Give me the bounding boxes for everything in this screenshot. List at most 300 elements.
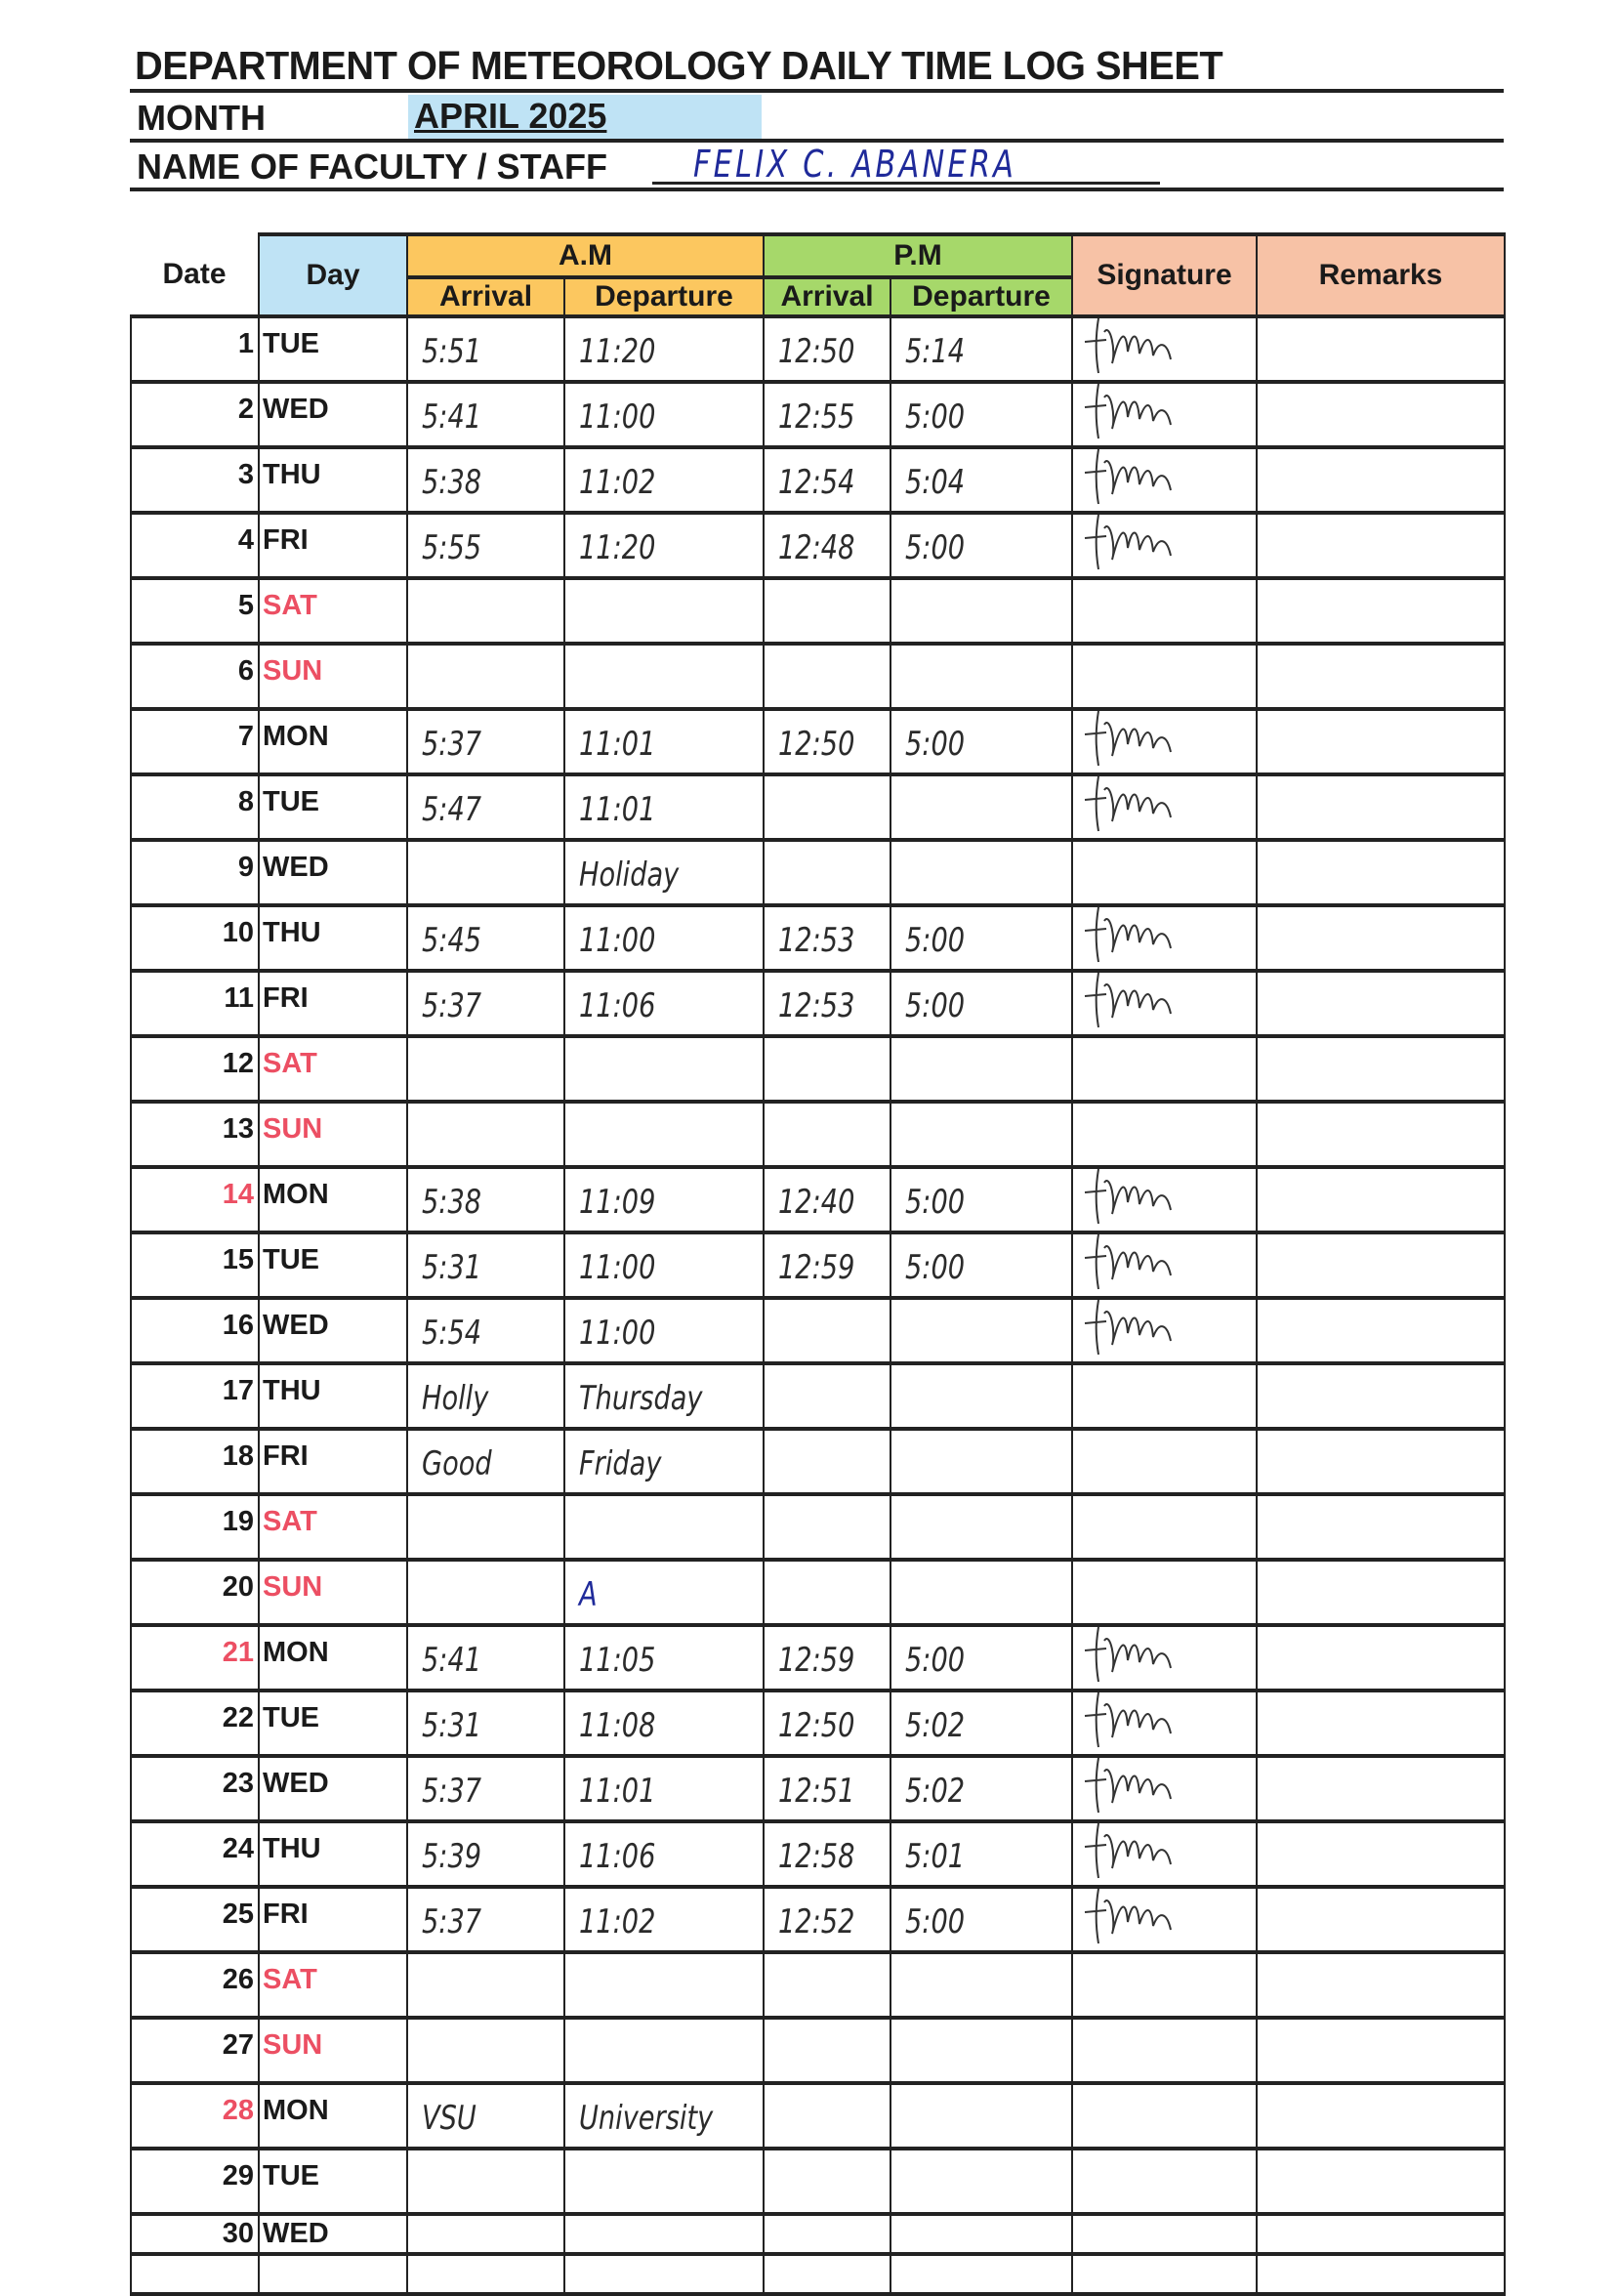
signature-cell xyxy=(1072,447,1257,513)
am-departure-cell xyxy=(564,2083,764,2149)
remarks-cell xyxy=(1257,1821,1505,1887)
am-departure-cell xyxy=(564,1691,764,1756)
day-cell: WED xyxy=(259,1298,407,1363)
handwritten-entry: 5:04 xyxy=(905,463,966,502)
date-cell: 5 xyxy=(131,578,259,644)
am-arrival-cell xyxy=(407,1560,564,1625)
table-row xyxy=(131,513,1505,578)
pm-arrival-cell xyxy=(764,1560,890,1625)
pm-arrival-cell xyxy=(764,382,890,447)
pm-departure-cell xyxy=(890,1887,1072,1952)
signature-mark xyxy=(1077,1687,1194,1757)
handwritten-entry: University xyxy=(579,2099,714,2138)
date-cell: 23 xyxy=(131,1756,259,1821)
pm-arrival-cell xyxy=(764,316,890,382)
remarks-cell xyxy=(1257,971,1505,1036)
am-departure-cell xyxy=(564,709,764,774)
day-cell: THU xyxy=(259,447,407,513)
am-arrival-cell xyxy=(407,2018,564,2083)
header-am: A.M xyxy=(407,234,764,277)
pm-arrival-cell xyxy=(764,578,890,644)
pm-departure-cell xyxy=(890,1691,1072,1756)
remarks-cell xyxy=(1257,1363,1505,1429)
am-departure-cell xyxy=(564,1560,764,1625)
pm-departure-cell xyxy=(890,1560,1072,1625)
pm-departure-cell xyxy=(890,644,1072,709)
pm-arrival-cell xyxy=(764,840,890,905)
am-departure-cell xyxy=(564,447,764,513)
remarks-cell xyxy=(1257,447,1505,513)
am-departure-cell xyxy=(564,578,764,644)
header-remarks: Remarks xyxy=(1257,234,1505,316)
am-arrival-cell xyxy=(407,1887,564,1952)
table-row xyxy=(131,1298,1505,1363)
handwritten-entry: 12:40 xyxy=(778,1183,855,1222)
am-departure-cell xyxy=(564,2254,764,2294)
pm-arrival-cell xyxy=(764,971,890,1036)
signature-cell xyxy=(1072,382,1257,447)
name-label: NAME OF FACULTY / STAFF xyxy=(137,146,607,187)
table-row xyxy=(131,2214,1505,2254)
pm-departure-cell xyxy=(890,905,1072,971)
signature-cell xyxy=(1072,2254,1257,2294)
handwritten-entry: 5:38 xyxy=(422,1183,482,1222)
date-cell: 11 xyxy=(131,971,259,1036)
header-pm: P.M xyxy=(764,234,1072,277)
remarks-cell xyxy=(1257,1756,1505,1821)
handwritten-entry: 12:52 xyxy=(778,1902,855,1941)
pm-departure-cell xyxy=(890,1821,1072,1887)
pm-departure-cell xyxy=(890,1036,1072,1102)
date-cell: 24 xyxy=(131,1821,259,1887)
table-row xyxy=(131,1429,1505,1494)
table-row xyxy=(131,1560,1505,1625)
remarks-cell xyxy=(1257,840,1505,905)
header-am-departure: Departure xyxy=(564,277,764,316)
handwritten-entry: 5:00 xyxy=(905,528,966,567)
pm-arrival-cell xyxy=(764,1298,890,1363)
signature-mark xyxy=(1077,901,1194,972)
page-title: DEPARTMENT OF METEOROLOGY DAILY TIME LOG SHEET xyxy=(135,43,1223,88)
pm-departure-cell xyxy=(890,774,1072,840)
date-cell: 4 xyxy=(131,513,259,578)
signature-mark xyxy=(1077,509,1194,579)
day-cell: SUN xyxy=(259,644,407,709)
handwritten-entry: Thursday xyxy=(579,1379,703,1418)
am-arrival-cell xyxy=(407,644,564,709)
am-arrival-cell xyxy=(407,578,564,644)
date-cell: 28 xyxy=(131,2083,259,2149)
day-cell: MON xyxy=(259,1625,407,1691)
am-arrival-cell xyxy=(407,1363,564,1429)
table-row xyxy=(131,2254,1505,2294)
am-arrival-cell xyxy=(407,1298,564,1363)
remarks-cell xyxy=(1257,2254,1505,2294)
handwritten-entry: 11:01 xyxy=(579,1772,656,1811)
handwritten-entry: Holiday xyxy=(579,856,680,895)
table-row xyxy=(131,1167,1505,1232)
pm-arrival-cell xyxy=(764,1167,890,1232)
handwritten-entry: 5:37 xyxy=(422,725,482,764)
pm-arrival-cell xyxy=(764,1821,890,1887)
signature-cell xyxy=(1072,2018,1257,2083)
table-row xyxy=(131,1036,1505,1102)
handwritten-entry: 11:06 xyxy=(579,986,656,1025)
handwritten-entry: 12:58 xyxy=(778,1837,855,1876)
table-row xyxy=(131,316,1505,382)
pm-arrival-cell xyxy=(764,1036,890,1102)
date-cell: 8 xyxy=(131,774,259,840)
remarks-cell xyxy=(1257,644,1505,709)
am-arrival-cell xyxy=(407,2149,564,2214)
handwritten-entry: 11:20 xyxy=(579,332,656,371)
handwritten-entry: 11:08 xyxy=(579,1706,656,1745)
handwritten-entry: 5:00 xyxy=(905,725,966,764)
handwritten-entry: 12:50 xyxy=(778,332,855,371)
pm-departure-cell xyxy=(890,578,1072,644)
pm-departure-cell xyxy=(890,1952,1072,2018)
am-arrival-cell xyxy=(407,1691,564,1756)
date-cell: 10 xyxy=(131,905,259,971)
am-departure-cell xyxy=(564,1756,764,1821)
table-row xyxy=(131,1363,1505,1429)
pm-departure-cell xyxy=(890,971,1072,1036)
date-cell: 7 xyxy=(131,709,259,774)
signature-mark xyxy=(1077,1883,1194,1953)
pm-arrival-cell xyxy=(764,2254,890,2294)
handwritten-entry: 11:02 xyxy=(579,463,656,502)
remarks-cell xyxy=(1257,1625,1505,1691)
handwritten-entry: 5:54 xyxy=(422,1314,482,1353)
am-arrival-cell xyxy=(407,513,564,578)
signature-mark xyxy=(1077,1163,1194,1233)
remarks-cell xyxy=(1257,578,1505,644)
remarks-cell xyxy=(1257,1167,1505,1232)
day-cell: THU xyxy=(259,1363,407,1429)
handwritten-entry: 5:45 xyxy=(422,921,482,960)
day-cell: MON xyxy=(259,709,407,774)
day-cell: SUN xyxy=(259,2018,407,2083)
am-departure-cell xyxy=(564,1887,764,1952)
pm-departure-cell xyxy=(890,1167,1072,1232)
day-cell: SAT xyxy=(259,1036,407,1102)
day-cell: FRI xyxy=(259,971,407,1036)
am-departure-cell xyxy=(564,1429,764,1494)
handwritten-entry: VSU xyxy=(422,2099,476,2138)
am-departure-cell xyxy=(564,1232,764,1298)
divider xyxy=(130,188,1504,191)
handwritten-entry: 11:00 xyxy=(579,397,656,437)
handwritten-entry: 5:55 xyxy=(422,528,482,567)
day-cell: TUE xyxy=(259,2149,407,2214)
am-arrival-cell xyxy=(407,1756,564,1821)
remarks-cell xyxy=(1257,2018,1505,2083)
am-arrival-cell xyxy=(407,2214,564,2254)
pm-departure-cell xyxy=(890,1625,1072,1691)
am-arrival-cell xyxy=(407,1494,564,1560)
date-cell: 15 xyxy=(131,1232,259,1298)
pm-arrival-cell xyxy=(764,644,890,709)
handwritten-entry: 5:31 xyxy=(422,1706,482,1745)
handwritten-entry: 12:53 xyxy=(778,986,855,1025)
handwritten-entry: 12:53 xyxy=(778,921,855,960)
handwritten-entry: 12:54 xyxy=(778,463,855,502)
date-cell: 21 xyxy=(131,1625,259,1691)
am-departure-cell xyxy=(564,1167,764,1232)
am-arrival-cell xyxy=(407,1821,564,1887)
day-cell: SAT xyxy=(259,1952,407,2018)
am-departure-cell xyxy=(564,2018,764,2083)
handwritten-entry: 5:31 xyxy=(422,1248,482,1287)
pm-arrival-cell xyxy=(764,1952,890,2018)
am-departure-cell xyxy=(564,1036,764,1102)
pm-departure-cell xyxy=(890,709,1072,774)
am-departure-cell xyxy=(564,1298,764,1363)
handwritten-entry: 5:37 xyxy=(422,986,482,1025)
date-cell: 27 xyxy=(131,2018,259,2083)
signature-cell xyxy=(1072,774,1257,840)
day-cell xyxy=(259,2254,407,2294)
signature-mark xyxy=(1077,1621,1194,1691)
pm-departure-cell xyxy=(890,2083,1072,2149)
signature-cell xyxy=(1072,709,1257,774)
pm-arrival-cell xyxy=(764,1756,890,1821)
remarks-cell xyxy=(1257,2083,1505,2149)
date-cell: 22 xyxy=(131,1691,259,1756)
date-cell: 14 xyxy=(131,1167,259,1232)
month-value: APRIL 2025 xyxy=(414,96,607,136)
remarks-cell xyxy=(1257,2214,1505,2254)
date-cell: 12 xyxy=(131,1036,259,1102)
date-cell xyxy=(131,2254,259,2294)
date-cell: 20 xyxy=(131,1560,259,1625)
day-cell: TUE xyxy=(259,316,407,382)
signature-cell xyxy=(1072,644,1257,709)
handwritten-entry: 5:41 xyxy=(422,397,482,437)
handwritten-entry: 5:37 xyxy=(422,1772,482,1811)
signature-cell xyxy=(1072,1952,1257,2018)
date-cell: 18 xyxy=(131,1429,259,1494)
handwritten-entry: 11:01 xyxy=(579,790,656,829)
pm-departure-cell xyxy=(890,2018,1072,2083)
handwritten-entry: 5:39 xyxy=(422,1837,482,1876)
remarks-cell xyxy=(1257,774,1505,840)
pm-arrival-cell xyxy=(764,2018,890,2083)
am-departure-cell xyxy=(564,1952,764,2018)
am-arrival-cell xyxy=(407,316,564,382)
handwritten-entry: 12:48 xyxy=(778,528,855,567)
pm-departure-cell xyxy=(890,1756,1072,1821)
am-departure-cell xyxy=(564,2149,764,2214)
table-row xyxy=(131,1756,1505,1821)
handwritten-entry: 5:00 xyxy=(905,986,966,1025)
signature-cell xyxy=(1072,1363,1257,1429)
signature-cell xyxy=(1072,513,1257,578)
table-row xyxy=(131,1887,1505,1952)
handwritten-entry: 12:59 xyxy=(778,1641,855,1680)
pm-arrival-cell xyxy=(764,1102,890,1167)
day-cell: SAT xyxy=(259,1494,407,1560)
header-pm-arrival: Arrival xyxy=(764,277,890,316)
signature-cell xyxy=(1072,1625,1257,1691)
am-arrival-cell xyxy=(407,2254,564,2294)
signature-cell xyxy=(1072,2214,1257,2254)
header-am-arrival: Arrival xyxy=(407,277,564,316)
pm-arrival-cell xyxy=(764,774,890,840)
handwritten-entry: 12:55 xyxy=(778,397,855,437)
remarks-cell xyxy=(1257,316,1505,382)
pm-departure-cell xyxy=(890,1494,1072,1560)
signature-mark xyxy=(1077,1294,1194,1364)
signature-cell xyxy=(1072,1494,1257,1560)
table-row xyxy=(131,774,1505,840)
am-arrival-cell xyxy=(407,840,564,905)
am-departure-cell xyxy=(564,1821,764,1887)
date-cell: 2 xyxy=(131,382,259,447)
am-departure-cell xyxy=(564,1102,764,1167)
table-row xyxy=(131,1102,1505,1167)
pm-departure-cell xyxy=(890,1363,1072,1429)
signature-cell xyxy=(1072,1560,1257,1625)
am-arrival-cell xyxy=(407,1429,564,1494)
day-cell: WED xyxy=(259,2214,407,2254)
pm-arrival-cell xyxy=(764,447,890,513)
table-row xyxy=(131,1821,1505,1887)
table-row xyxy=(131,2018,1505,2083)
handwritten-entry: 5:41 xyxy=(422,1641,482,1680)
remarks-cell xyxy=(1257,1952,1505,2018)
pm-arrival-cell xyxy=(764,2149,890,2214)
am-arrival-cell xyxy=(407,1625,564,1691)
day-cell: THU xyxy=(259,905,407,971)
header-date: Date xyxy=(131,234,259,316)
day-cell: MON xyxy=(259,1167,407,1232)
signature-mark xyxy=(1077,443,1194,514)
table-row xyxy=(131,447,1505,513)
handwritten-entry: 5:37 xyxy=(422,1902,482,1941)
date-cell: 17 xyxy=(131,1363,259,1429)
pm-arrival-cell xyxy=(764,2214,890,2254)
month-label: MONTH xyxy=(137,98,266,138)
handwritten-entry: 12:50 xyxy=(778,725,855,764)
handwritten-entry: 11:09 xyxy=(579,1183,656,1222)
table-row xyxy=(131,1494,1505,1560)
day-cell: WED xyxy=(259,1756,407,1821)
am-arrival-cell xyxy=(407,1167,564,1232)
remarks-cell xyxy=(1257,1036,1505,1102)
signature-cell xyxy=(1072,2149,1257,2214)
signature-cell xyxy=(1072,1232,1257,1298)
table-row xyxy=(131,971,1505,1036)
table-row xyxy=(131,382,1505,447)
remarks-cell xyxy=(1257,382,1505,447)
handwritten-entry: 12:59 xyxy=(778,1248,855,1287)
am-arrival-cell xyxy=(407,2083,564,2149)
day-cell: TUE xyxy=(259,774,407,840)
am-departure-cell xyxy=(564,840,764,905)
handwritten-entry: 11:06 xyxy=(579,1837,656,1876)
day-cell: THU xyxy=(259,1821,407,1887)
pm-departure-cell xyxy=(890,2254,1072,2294)
handwritten-entry: 11:00 xyxy=(579,1314,656,1353)
signature-cell xyxy=(1072,1887,1257,1952)
handwritten-entry: 5:38 xyxy=(422,463,482,502)
remarks-cell xyxy=(1257,1887,1505,1952)
remarks-cell xyxy=(1257,1560,1505,1625)
pm-arrival-cell xyxy=(764,1232,890,1298)
handwritten-entry: 5:51 xyxy=(422,332,482,371)
table-row xyxy=(131,2149,1505,2214)
handwritten-entry: 5:00 xyxy=(905,921,966,960)
handwritten-entry: 5:47 xyxy=(422,790,482,829)
handwritten-entry: 5:00 xyxy=(905,1183,966,1222)
pm-departure-cell xyxy=(890,2214,1072,2254)
pm-arrival-cell xyxy=(764,1494,890,1560)
header-signature: Signature xyxy=(1072,234,1257,316)
signature-cell xyxy=(1072,1429,1257,1494)
handwritten-entry: Good xyxy=(422,1444,492,1483)
pm-departure-cell xyxy=(890,2149,1072,2214)
signature-cell xyxy=(1072,578,1257,644)
date-cell: 3 xyxy=(131,447,259,513)
table-row xyxy=(131,644,1505,709)
date-cell: 13 xyxy=(131,1102,259,1167)
signature-cell xyxy=(1072,840,1257,905)
am-arrival-cell xyxy=(407,1232,564,1298)
handwritten-entry: 11:20 xyxy=(579,528,656,567)
signature-cell xyxy=(1072,1756,1257,1821)
date-cell: 25 xyxy=(131,1887,259,1952)
am-departure-cell xyxy=(564,971,764,1036)
pm-departure-cell xyxy=(890,1429,1072,1494)
signature-cell xyxy=(1072,971,1257,1036)
pm-arrival-cell xyxy=(764,2083,890,2149)
day-cell: SAT xyxy=(259,578,407,644)
pm-departure-cell xyxy=(890,1102,1072,1167)
day-cell: SUN xyxy=(259,1560,407,1625)
date-cell: 6 xyxy=(131,644,259,709)
remarks-cell xyxy=(1257,1429,1505,1494)
handwritten-entry: 12:50 xyxy=(778,1706,855,1745)
table-row xyxy=(131,2083,1505,2149)
remarks-cell xyxy=(1257,513,1505,578)
signature-mark xyxy=(1077,967,1194,1037)
table-row xyxy=(131,1691,1505,1756)
am-arrival-cell xyxy=(407,382,564,447)
signature-mark xyxy=(1077,1817,1194,1888)
pm-departure-cell xyxy=(890,513,1072,578)
am-arrival-cell xyxy=(407,905,564,971)
signature-cell xyxy=(1072,1102,1257,1167)
am-arrival-cell xyxy=(407,709,564,774)
signature-cell xyxy=(1072,2083,1257,2149)
handwritten-entry: 11:00 xyxy=(579,921,656,960)
am-departure-cell xyxy=(564,1363,764,1429)
signature-mark xyxy=(1077,771,1194,841)
am-departure-cell xyxy=(564,382,764,447)
day-cell: TUE xyxy=(259,1232,407,1298)
divider xyxy=(130,89,1504,93)
am-departure-cell xyxy=(564,513,764,578)
signature-mark xyxy=(1077,1229,1194,1299)
am-departure-cell xyxy=(564,316,764,382)
handwritten-entry: 5:02 xyxy=(905,1772,966,1811)
am-departure-cell xyxy=(564,1494,764,1560)
signature-mark xyxy=(1077,1752,1194,1822)
handwritten-entry: Friday xyxy=(579,1444,662,1483)
date-cell: 29 xyxy=(131,2149,259,2214)
pm-departure-cell xyxy=(890,447,1072,513)
